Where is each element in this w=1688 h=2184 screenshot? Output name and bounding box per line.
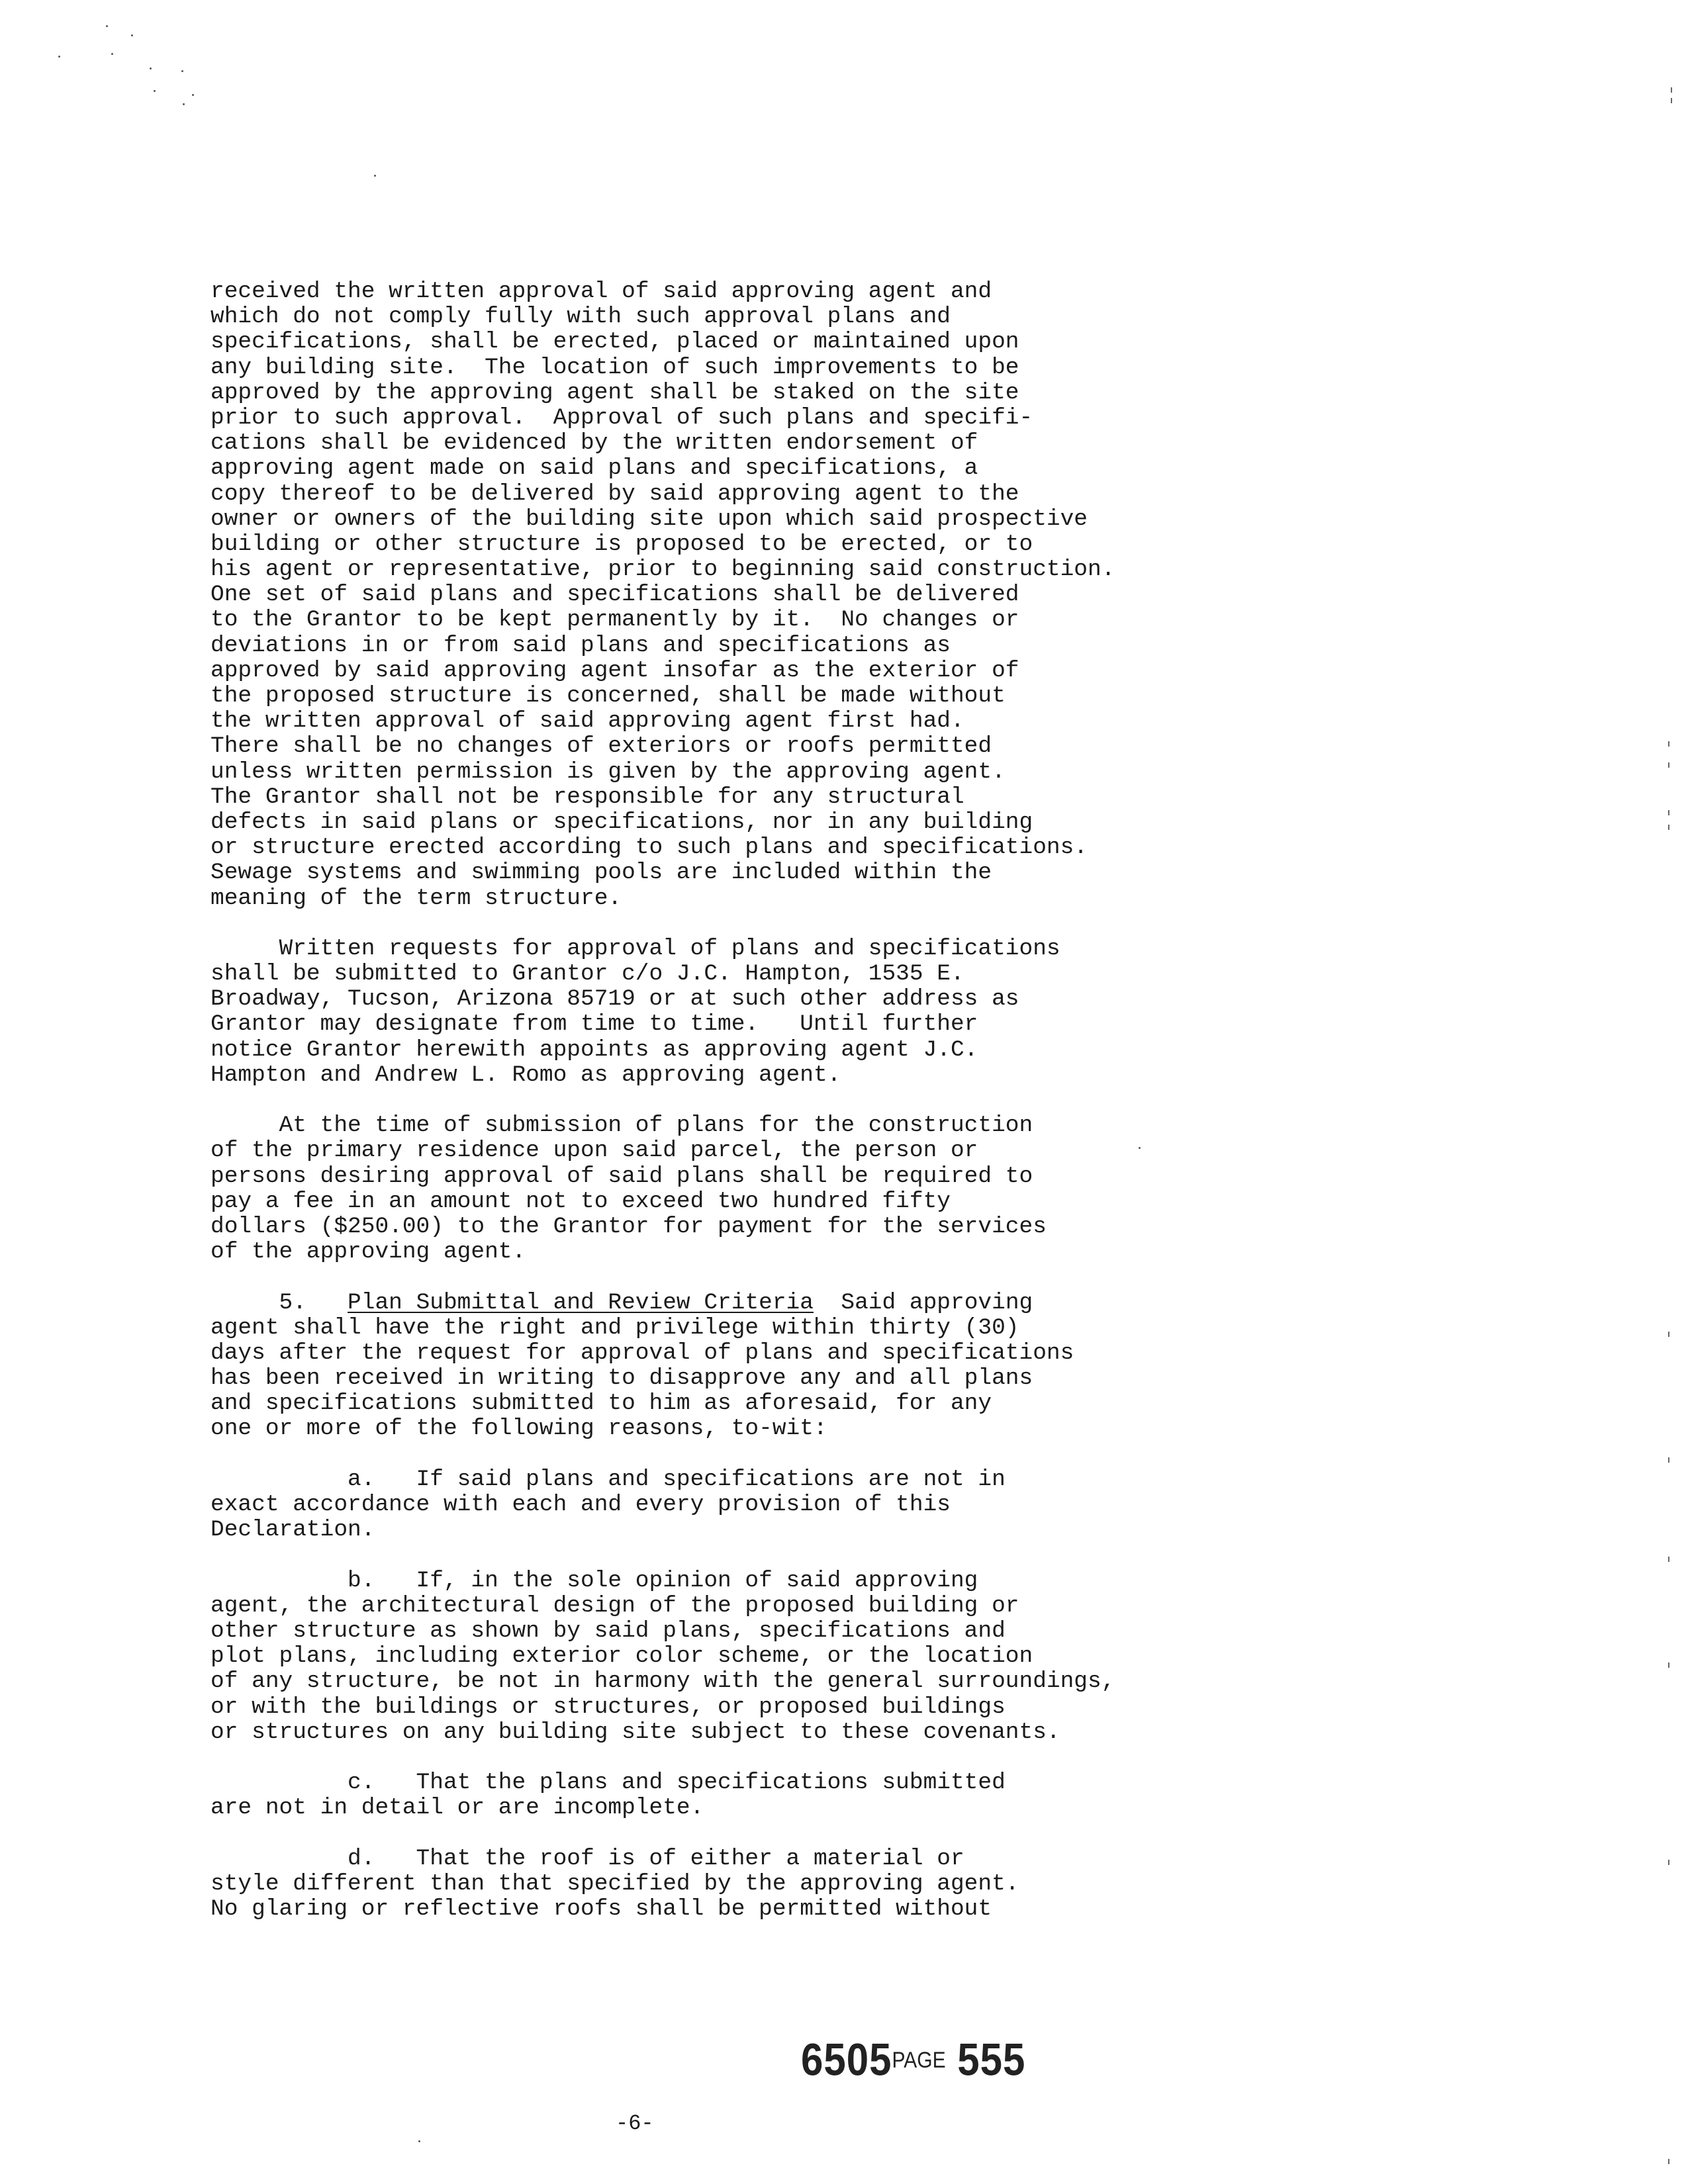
page-label: PAGE [892,2047,946,2073]
text-line: or structure erected according to such plans and specifications. [211,835,1088,861]
scan-speck [150,68,152,69]
scan-edge-mark [1668,810,1669,815]
text-line: owner or owners of the building site upon which said prospective [211,506,1088,532]
text-line: persons desiring approval of said plans shall be required to [211,1163,1033,1189]
text-line: approved by said approving agent insofar as the exterior of [211,657,1019,684]
text-line: other structure as shown by said plans, specifications and [211,1617,1006,1644]
text-line: prior to such approval. Approval of such plans and specifi- [211,404,1033,431]
text-line: has been received in writing to disapprove any and all plans [211,1365,1033,1392]
text-line: received the written approval of said approving agent and [211,279,992,304]
text-line: d. That the roof is of either a material or [211,1845,964,1872]
paragraph-gap [211,1088,1243,1113]
section-number: 5. [211,1289,348,1316]
text-line: which do not comply fully with such approval plans and [211,304,951,330]
text-line: building or other structure is proposed to be erected, or to [211,531,1033,557]
scan-edge-mark [1668,2159,1669,2164]
scan-edge-mark [1671,87,1672,93]
scan-speck [418,2140,420,2142]
scan-speck [131,34,133,36]
text-line: specifications, shall be erected, placed or maintained upon [211,329,1019,355]
text-line: Broadway, Tucson, Arizona 85719 or at such other address as [211,986,1019,1013]
text-line: his agent or representative, prior to beginning said construction. [211,557,1115,583]
document-body [211,279,1243,1922]
text-line: days after the request for approval of plans and specifications [211,1340,1074,1366]
recording-stamp [801,2033,1025,2085]
scan-speck [181,70,183,72]
paragraph-gap [211,1442,1243,1467]
text-line: or structures on any building site subject to these covenants. [211,1719,1060,1745]
section-heading-line [211,1291,1243,1316]
scan-speck [374,175,376,177]
text-line: approved by the approving agent shall be staked on the site [211,379,1019,406]
text-line: of any structure, be not in harmony with the general surroundings, [211,1668,1115,1695]
page-number: -6- [616,2111,654,2136]
text-line: deviations in or from said plans and specifications as [211,632,951,659]
text-line: exact accordance with each and every provision of this [211,1492,951,1518]
text-line: Sewage systems and swimming pools are included within the [211,860,992,886]
paragraph-gap [211,1265,1243,1290]
scan-edge-mark [1668,825,1669,830]
text-line: defects in said plans or specifications, nor in any building [211,809,1033,835]
text-line: approving agent made on said plans and specifications, a [211,455,978,482]
scan-edge-mark [1668,762,1669,768]
paragraph-submission-fee [211,1113,1243,1265]
text-line: At the time of submission of plans for the construction [211,1113,1033,1139]
text-line: pay a fee in an amount not to exceed two hundred fifty [211,1188,951,1214]
text-line: b. If, in the sole opinion of said approving [211,1567,978,1594]
text-line: unless written permission is given by the approving agent. [211,758,1006,785]
text-line: of the approving agent. [211,1239,526,1265]
text-line: Declaration. [211,1517,375,1543]
section-heading: Plan Submittal and Review Criteria [348,1289,814,1316]
text-line: meaning of the term structure. [211,885,622,911]
section-heading-continuation: Said approving [813,1289,1033,1316]
scan-speck [183,103,185,105]
section-5-plan-submittal [211,1291,1243,1442]
text-line: and specifications submitted to him as aforesaid, for any [211,1390,992,1417]
text-line: Hampton and Andrew L. Romo as approving agent. [211,1062,841,1088]
text-line: the written approval of said approving agent first had. [211,708,964,735]
text-line: of the primary residence upon said parcel, the person or [211,1138,978,1164]
paragraph-written-requests [211,936,1243,1088]
text-line: notice Grantor herewith appoints as approving agent J.C. [211,1036,978,1063]
scan-edge-mark [1668,1860,1669,1865]
text-line: plot plans, including exterior color scheme, or the location [211,1643,1033,1670]
docket-number: 6505 [801,2034,892,2085]
scan-edge-mark [1668,1557,1669,1562]
text-line: cations shall be evidenced by the written endorsement of [211,430,978,457]
text-line: a. If said plans and specifications are not in [211,1466,1006,1492]
scan-speck [106,25,108,27]
text-line: one or more of the following reasons, to-wit: [211,1416,827,1442]
text-line: Written requests for approval of plans and specifications [211,935,1060,962]
text-line: shall be submitted to Grantor c/o J.C. Hampton, 1535 E. [211,961,964,987]
text-line: agent shall have the right and privilege within thirty (30) [211,1314,1019,1341]
text-line: There shall be no changes of exteriors or roofs permitted [211,733,992,760]
text-line: the proposed structure is concerned, shall be made without [211,683,1006,709]
criterion-a [211,1467,1243,1543]
stamp-page-number: 555 [957,2034,1026,2085]
scan-speck [192,94,194,96]
criterion-b [211,1569,1243,1745]
text-line: any building site. The location of such improvements to be [211,354,1019,381]
scan-speck [111,53,113,55]
scan-edge-mark [1668,1662,1669,1668]
criterion-d [211,1846,1243,1923]
text-line: to the Grantor to be kept permanently by it. No changes or [211,607,1019,633]
text-line: style different than that specified by the approving agent. [211,1870,1019,1897]
text-line: The Grantor shall not be responsible for any structural [211,784,964,810]
paragraph-approval-requirements [211,279,1243,911]
text-line: agent, the architectural design of the proposed building or [211,1592,1019,1619]
scan-edge-mark [1668,1332,1669,1337]
paragraph-gap [211,1543,1243,1568]
text-line: copy thereof to be delivered by said approving agent to the [211,480,1019,507]
paragraph-gap [211,1745,1243,1770]
scan-speck [154,90,156,92]
paragraph-gap [211,911,1243,936]
text-line: or with the buildings or structures, or proposed buildings [211,1694,1006,1720]
text-line: One set of said plans and specifications shall be delivered [211,582,1019,608]
scan-edge-mark [1668,741,1669,747]
text-line: dollars ($250.00) to the Grantor for payment for the services [211,1213,1047,1240]
scan-edge-mark [1671,98,1672,103]
paragraph-gap [211,1821,1243,1846]
text-line: No glaring or reflective roofs shall be permitted without [211,1896,992,1922]
text-line: c. That the plans and specifications submitted [211,1770,1006,1796]
text-line: Grantor may designate from time to time. Until further [211,1011,978,1038]
scan-edge-mark [1668,1457,1669,1463]
scan-speck [58,56,60,58]
criterion-c [211,1770,1243,1821]
text-line: are not in detail or are incomplete. [211,1795,704,1821]
